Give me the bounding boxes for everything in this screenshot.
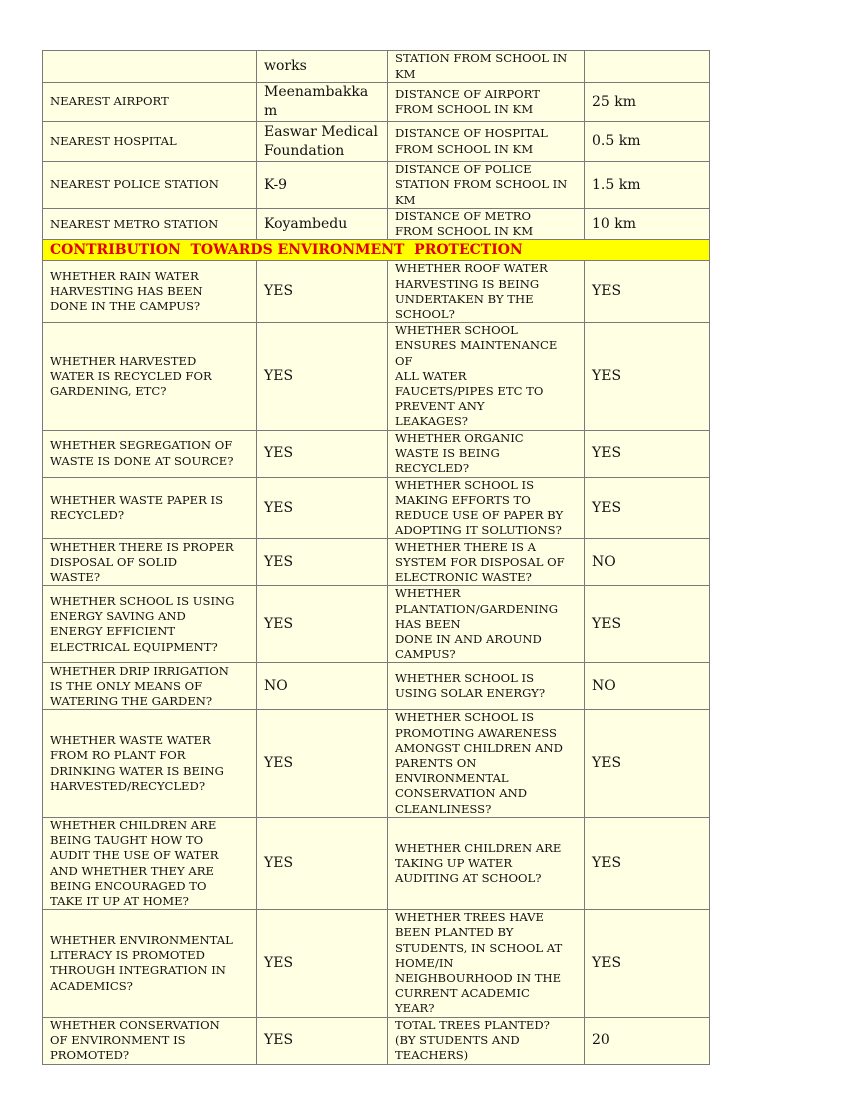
- question-right: WHETHER ROOF WATER HARVESTING IS BEING UNDERTAKEN BY THE SCHOOL?: [388, 261, 585, 323]
- table-row: [43, 539, 710, 586]
- school-info-table: [42, 50, 710, 1065]
- table-row: [43, 261, 710, 323]
- row-distance-label: DISTANCE OF HOSPITAL FROM SCHOOL IN KM: [388, 122, 585, 162]
- row-distance-value: 10 km: [585, 209, 710, 240]
- answer-right: YES: [585, 910, 710, 1017]
- table-row: [43, 586, 710, 663]
- answer-right: NO: [585, 663, 710, 710]
- answer-left: YES: [257, 261, 388, 323]
- answer-left: YES: [257, 430, 388, 477]
- row-label: NEAREST HOSPITAL: [43, 122, 257, 162]
- question-right: WHETHER THERE IS A SYSTEM FOR DISPOSAL OF ELECTRONIC WASTE?: [388, 539, 585, 586]
- table-row: [43, 83, 710, 122]
- table-row: [43, 209, 710, 240]
- row-distance-label: DISTANCE OF AIRPORT FROM SCHOOL IN KM: [388, 83, 585, 122]
- table-row: [43, 710, 710, 817]
- question-right: WHETHER TREES HAVE BEEN PLANTED BY STUDENTS, IN SCHOOL AT HOME/IN NEIGHBOURHOOD IN THE CURRENT ACADEMIC YEAR?: [388, 910, 585, 1017]
- answer-right: YES: [585, 261, 710, 323]
- row-value: Meenambakka m: [257, 83, 388, 122]
- question-left: WHETHER WASTE PAPER IS RECYCLED?: [43, 477, 257, 539]
- question-left: WHETHER SCHOOL IS USING ENERGY SAVING AND ENERGY EFFICIENT ELECTRICAL EQUIPMENT?: [43, 586, 257, 663]
- question-left: WHETHER DRIP IRRIGATION IS THE ONLY MEANS OF WATERING THE GARDEN?: [43, 663, 257, 710]
- row-label: [43, 51, 257, 83]
- question-right: WHETHER PLANTATION/GARDENING HAS BEEN DONE IN AND AROUND CAMPUS?: [388, 586, 585, 663]
- answer-left: YES: [257, 539, 388, 586]
- row-distance-label: DISTANCE OF POLICE STATION FROM SCHOOL IN KM: [388, 162, 585, 209]
- answer-right: NO: [585, 539, 710, 586]
- row-distance-label: DISTANCE OF METRO FROM SCHOOL IN KM: [388, 209, 585, 240]
- table-row: [43, 1017, 710, 1064]
- row-value: K-9: [257, 162, 388, 209]
- row-label: NEAREST AIRPORT: [43, 83, 257, 122]
- question-left: WHETHER CONSERVATION OF ENVIRONMENT IS PROMOTED?: [43, 1017, 257, 1064]
- question-left: WHETHER RAIN WATER HARVESTING HAS BEEN DONE IN THE CAMPUS?: [43, 261, 257, 323]
- question-right: WHETHER SCHOOL ENSURES MAINTENANCE OF ALL WATER FAUCETS/PIPES ETC TO PREVENT ANY LEAKAGES?: [388, 323, 585, 430]
- question-left: WHETHER WASTE WATER FROM RO PLANT FOR DRINKING WATER IS BEING HARVESTED/RECYCLED?: [43, 710, 257, 817]
- answer-right: YES: [585, 817, 710, 909]
- question-right: WHETHER CHILDREN ARE TAKING UP WATER AUDITING AT SCHOOL?: [388, 817, 585, 909]
- answer-right: YES: [585, 323, 710, 430]
- table-row: [43, 817, 710, 909]
- row-distance-value: 25 km: [585, 83, 710, 122]
- row-distance-value: 0.5 km: [585, 122, 710, 162]
- question-left: WHETHER HARVESTED WATER IS RECYCLED FOR GARDENING, ETC?: [43, 323, 257, 430]
- answer-left: YES: [257, 910, 388, 1017]
- table-row: [43, 477, 710, 539]
- row-distance-value: [585, 51, 710, 83]
- table-row: [43, 122, 710, 162]
- answer-right: YES: [585, 477, 710, 539]
- table-row: [43, 910, 710, 1017]
- answer-right: YES: [585, 430, 710, 477]
- row-distance-value: 1.5 km: [585, 162, 710, 209]
- answer-right: 20: [585, 1017, 710, 1064]
- answer-left: YES: [257, 710, 388, 817]
- row-value: Easwar Medical Foundation: [257, 122, 388, 162]
- answer-left: YES: [257, 586, 388, 663]
- row-value: works: [257, 51, 388, 83]
- question-left: WHETHER ENVIRONMENTAL LITERACY IS PROMOTED THROUGH INTEGRATION IN ACADEMICS?: [43, 910, 257, 1017]
- table-row: [43, 51, 710, 83]
- answer-left: YES: [257, 817, 388, 909]
- answer-right: YES: [585, 710, 710, 817]
- question-left: WHETHER THERE IS PROPER DISPOSAL OF SOLID WASTE?: [43, 539, 257, 586]
- table-row: [43, 430, 710, 477]
- row-distance-label: STATION FROM SCHOOL IN KM: [388, 51, 585, 83]
- question-right: WHETHER SCHOOL IS USING SOLAR ENERGY?: [388, 663, 585, 710]
- question-right: WHETHER ORGANIC WASTE IS BEING RECYCLED?: [388, 430, 585, 477]
- section-title: CONTRIBUTION TOWARDS ENVIRONMENT PROTECTION: [43, 240, 710, 261]
- question-left: WHETHER SEGREGATION OF WASTE IS DONE AT SOURCE?: [43, 430, 257, 477]
- table-row: [43, 162, 710, 209]
- answer-left: YES: [257, 1017, 388, 1064]
- answer-left: YES: [257, 323, 388, 430]
- question-right: WHETHER SCHOOL IS PROMOTING AWARENESS AMONGST CHILDREN AND PARENTS ON ENVIRONMENTAL CONSERVATION AND CLEANLINESS?: [388, 710, 585, 817]
- row-label: NEAREST POLICE STATION: [43, 162, 257, 209]
- section-row: [43, 240, 710, 261]
- question-left: WHETHER CHILDREN ARE BEING TAUGHT HOW TO AUDIT THE USE OF WATER AND WHETHER THEY ARE BEING ENCOURAGED TO TAKE IT UP AT HOME?: [43, 817, 257, 909]
- table-row: [43, 323, 710, 430]
- row-value: Koyambedu: [257, 209, 388, 240]
- answer-right: YES: [585, 586, 710, 663]
- row-label: NEAREST METRO STATION: [43, 209, 257, 240]
- question-right: WHETHER SCHOOL IS MAKING EFFORTS TO REDUCE USE OF PAPER BY ADOPTING IT SOLUTIONS?: [388, 477, 585, 539]
- question-right: TOTAL TREES PLANTED? (BY STUDENTS AND TEACHERS): [388, 1017, 585, 1064]
- answer-left: YES: [257, 477, 388, 539]
- answer-left: NO: [257, 663, 388, 710]
- table-row: [43, 663, 710, 710]
